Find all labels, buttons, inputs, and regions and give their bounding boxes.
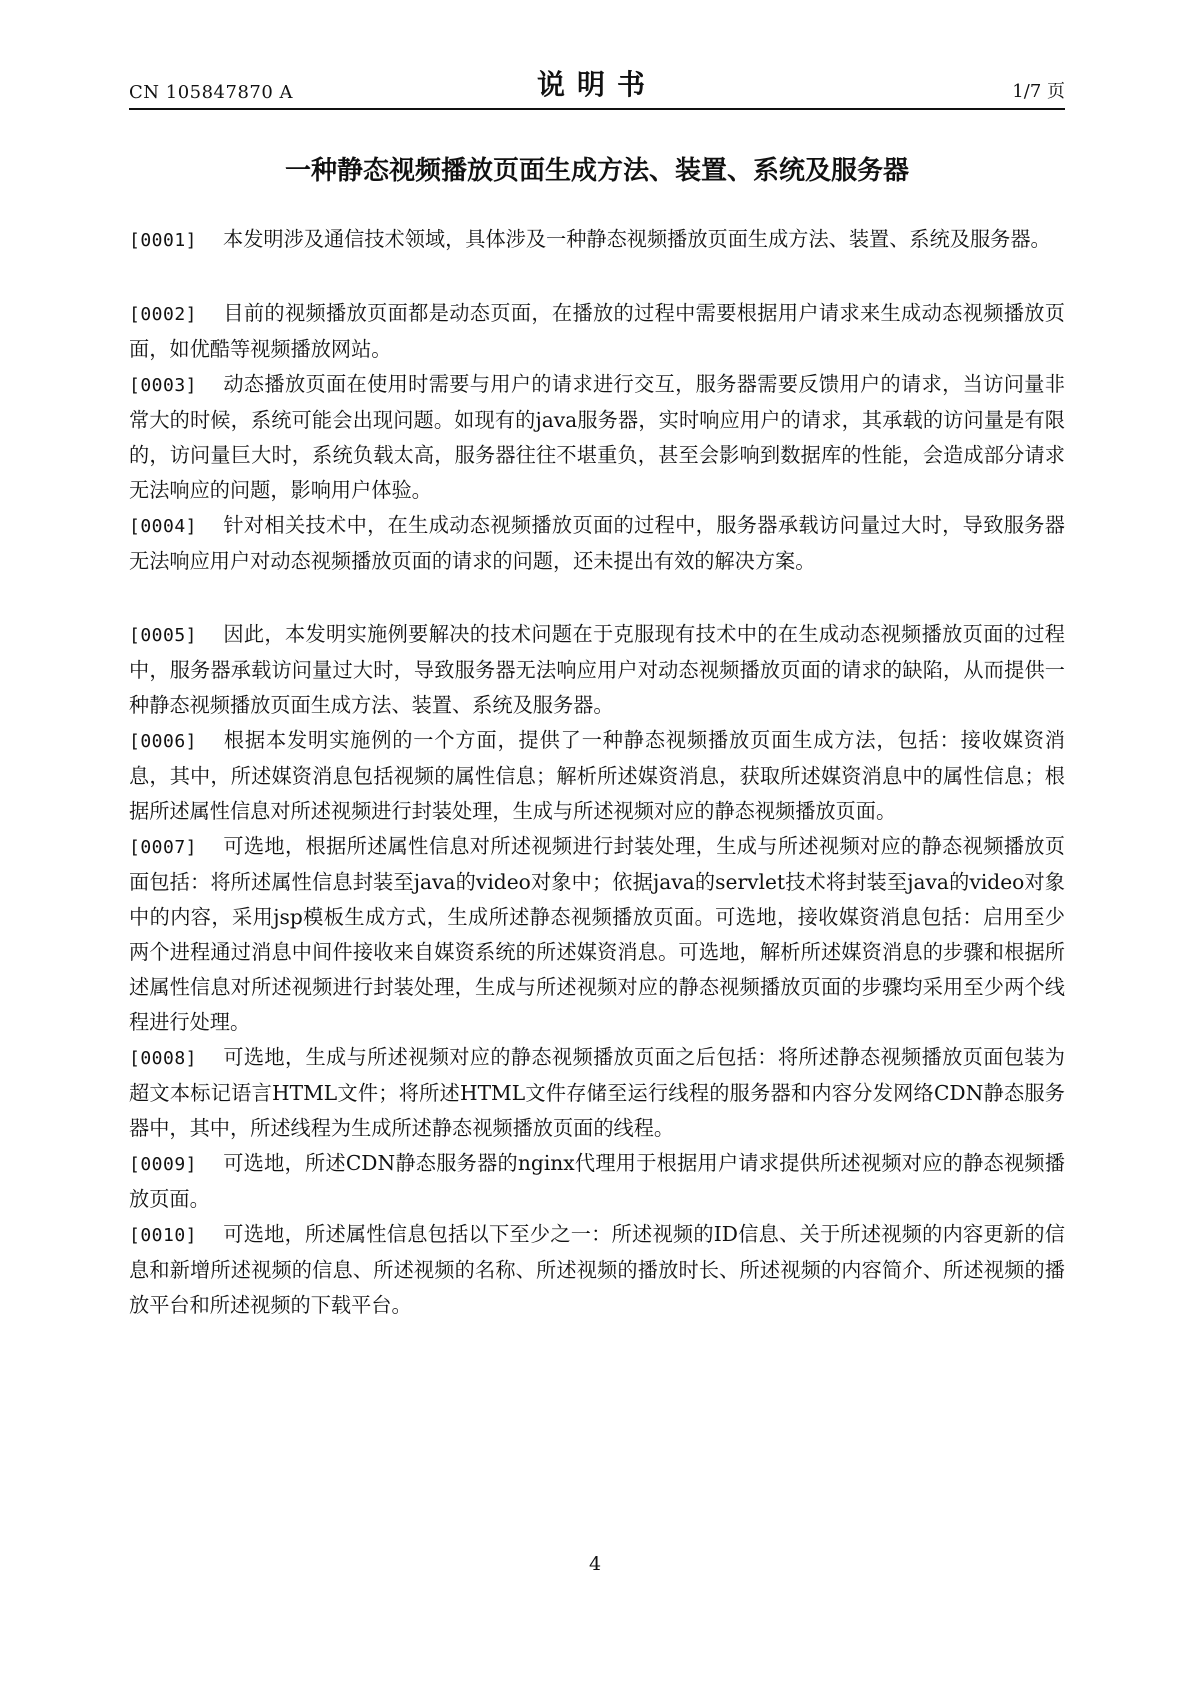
paragraph-number: [0007] (129, 837, 198, 858)
paragraph-text: 针对相关技术中，在生成动态视频播放页面的过程中，服务器承载访问量过大时，导致服务器无法响应用户对动态视频播放页面的请求的问题，还未提出有效的解决方案。 (129, 513, 1065, 573)
paragraph-number: [0006] (129, 731, 198, 752)
paragraph-number: [0002] (129, 304, 198, 325)
paragraph-0001 (129, 222, 1065, 258)
paragraph-number: [0003] (129, 375, 198, 396)
paragraph-0010 (129, 1217, 1065, 1323)
paragraph-number: [0005] (129, 625, 198, 646)
paragraph-0005 (129, 617, 1065, 723)
section-technical-field (129, 222, 1065, 258)
paragraph-number: [0009] (129, 1154, 198, 1175)
paragraph-0009 (129, 1146, 1065, 1217)
header-divider (129, 108, 1065, 110)
paragraph-0004 (129, 508, 1065, 579)
document-body (129, 222, 1065, 1323)
page-header (129, 70, 1065, 110)
paragraph-0002 (129, 296, 1065, 367)
page-number: 4 (588, 1553, 602, 1575)
paragraph-number: [0001] (129, 230, 198, 251)
paragraph-text: 可选地，所述属性信息包括以下至少之一：所述视频的ID信息、关于所述视频的内容更新的信息和新增所述视频的信息、所述视频的名称、所述视频的播放时长、所述视频的内容简介、所述视频的播放平台和所述视频的下载平台。 (129, 1222, 1065, 1317)
paragraph-number: [0008] (129, 1048, 198, 1069)
paragraph-text: 可选地，生成与所述视频对应的静态视频播放页面之后包括：将所述静态视频播放页面包装为超文本标记语言HTML文件；将所述HTML文件存储至运行线程的服务器和内容分发网络CDN静态服务器中，其中，所述线程为生成所述静态视频播放页面的线程。 (129, 1045, 1065, 1140)
page-info: 1/7 页 (1012, 81, 1065, 102)
patent-number: CN 105847870 A (129, 82, 294, 103)
section-background (129, 296, 1065, 579)
paragraph-number: [0010] (129, 1225, 198, 1246)
paragraph-text: 根据本发明实施例的一个方面，提供了一种静态视频播放页面生成方法，包括：接收媒资消息，其中，所述媒资消息包括视频的属性信息；解析所述媒资消息，获取所述媒资消息中的属性信息；根据所述属性信息对所述视频进行封装处理，生成与所述视频对应的静态视频播放页面。 (129, 728, 1065, 823)
paragraph-0007 (129, 829, 1065, 1040)
document-type: 说明书 (536, 68, 657, 101)
document-title: 一种静态视频播放页面生成方法、装置、系统及服务器 (284, 156, 909, 186)
paragraph-text: 目前的视频播放页面都是动态页面，在播放的过程中需要根据用户请求来生成动态视频播放页面，如优酷等视频播放网站。 (129, 301, 1065, 361)
paragraph-text: 本发明涉及通信技术领域，具体涉及一种静态视频播放页面生成方法、装置、系统及服务器。 (223, 227, 1051, 251)
paragraph-text: 可选地，所述CDN静态服务器的nginx代理用于根据用户请求提供所述视频对应的静态视频播放页面。 (129, 1151, 1065, 1211)
paragraph-0003 (129, 367, 1065, 508)
paragraph-text: 因此，本发明实施例要解决的技术问题在于克服现有技术中的在生成动态视频播放页面的过程中，服务器承载访问量过大时，导致服务器无法响应用户对动态视频播放页面的请求的缺陷，从而提供一种静态视频播放页面生成方法、装置、系统及服务器。 (129, 622, 1065, 717)
paragraph-text: 可选地，根据所述属性信息对所述视频进行封装处理，生成与所述视频对应的静态视频播放页面包括：将所述属性信息封装至java的video对象中；依据java的servlet技术将封装至java的video对象中的内容，采用jsp模板生成方式，生成所述静态视频播放页面。可选地，接收媒资消息包括：启用至少两个进程通过消息中间件接收来自媒资系统的所述媒资消息。可选地，解析所述媒资消息的步骤和根据所述属性信息对所述视频进行封装处理，生成与所述视频对应的静态视频播放页面的步骤均采用至少两个线程进行处理。 (129, 834, 1065, 1034)
section-invention-content (129, 617, 1065, 1323)
paragraph-0006 (129, 723, 1065, 829)
paragraph-0008 (129, 1040, 1065, 1146)
paragraph-text: 动态播放页面在使用时需要与用户的请求进行交互，服务器需要反馈用户的请求，当访问量非常大的时候，系统可能会出现问题。如现有的java服务器，实时响应用户的请求，其承载的访问量是有限的，访问量巨大时，系统负载太高，服务器往往不堪重负，甚至会影响到数据库的性能，会造成部分请求无法响应的问题，影响用户体验。 (129, 372, 1065, 502)
paragraph-number: [0004] (129, 516, 198, 537)
